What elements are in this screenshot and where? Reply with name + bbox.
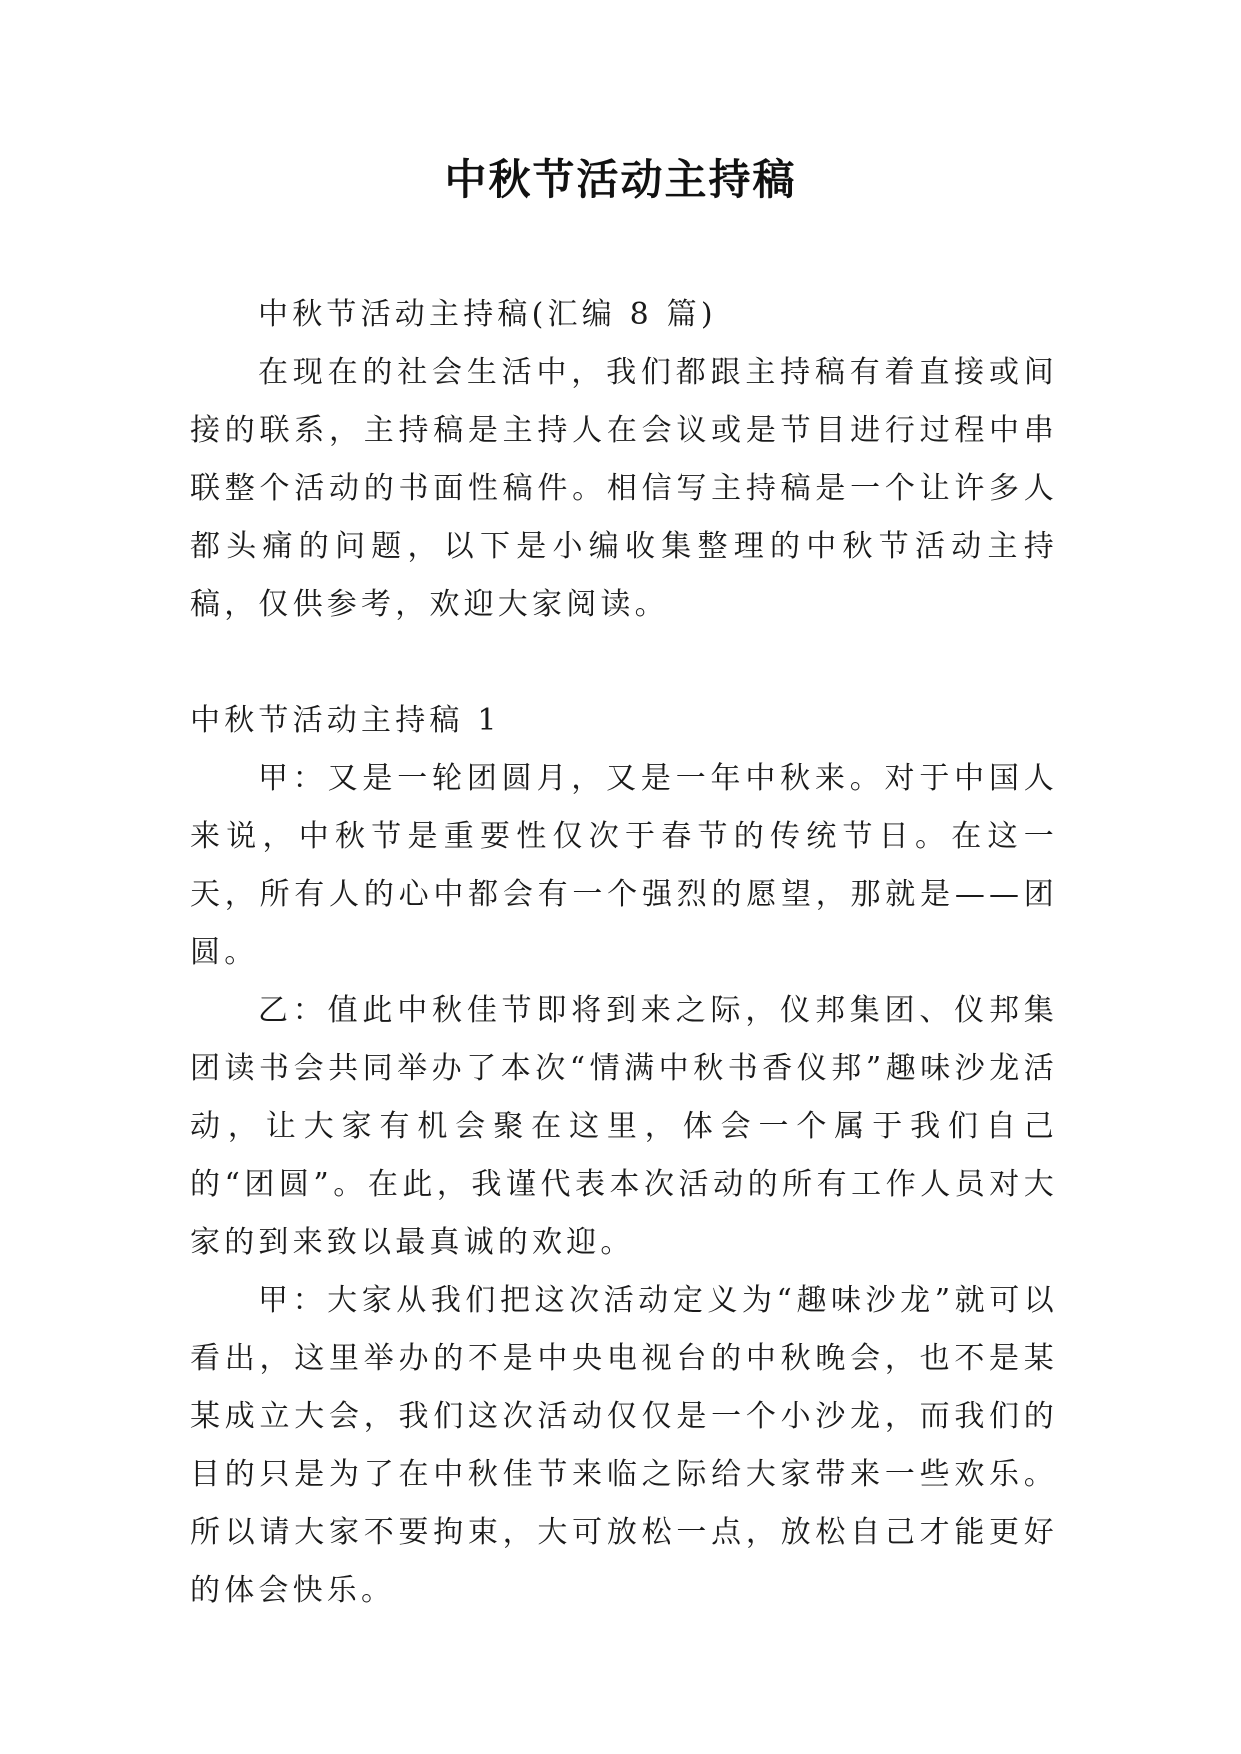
document-title: 中秋节活动主持稿 <box>444 155 797 204</box>
paragraph-spacer <box>190 634 1058 692</box>
document-body <box>190 286 1058 1620</box>
body-paragraph-1: 甲：又是一轮团圆月，又是一年中秋来。对于中国人来说，中秋节是重要性仅次于春节的传统节日。在这一天，所有人的心中都会有一个强烈的愿望，那就是——团圆。 <box>190 761 1058 970</box>
body-paragraph-3: 甲：大家从我们把这次活动定义为“趣味沙龙”就可以看出，这里举办的不是中央电视台的中秋晚会，也不是某某成立大会，我们这次活动仅仅是一个小沙龙，而我们的目的只是为了在中秋佳节来临之际给大家带来一些欢乐。所以请大家不要拘束，大可放松一点，放松自己才能更好的体会快乐。 <box>190 1283 1058 1608</box>
document-subtitle: 中秋节活动主持稿(汇编 8 篇) <box>258 297 717 332</box>
intro-paragraph: 在现在的社会生活中，我们都跟主持稿有着直接或间接的联系，主持稿是主持人在会议或是节目进行过程中串联整个活动的书面性稿件。相信写主持稿是一个让许多人都头痛的问题，以下是小编收集整理的中秋节活动主持稿，仅供参考，欢迎大家阅读。 <box>190 355 1058 622</box>
body-paragraph-2: 乙：值此中秋佳节即将到来之际，仪邦集团、仪邦集团读书会共同举办了本次“情满中秋书香仪邦”趣味沙龙活动，让大家有机会聚在这里，体会一个属于我们自己的“团圆”。在此，我谨代表本次活动的所有工作人员对大家的到来致以最真诚的欢迎。 <box>190 993 1058 1260</box>
section-heading: 中秋节活动主持稿 1 <box>190 703 501 738</box>
